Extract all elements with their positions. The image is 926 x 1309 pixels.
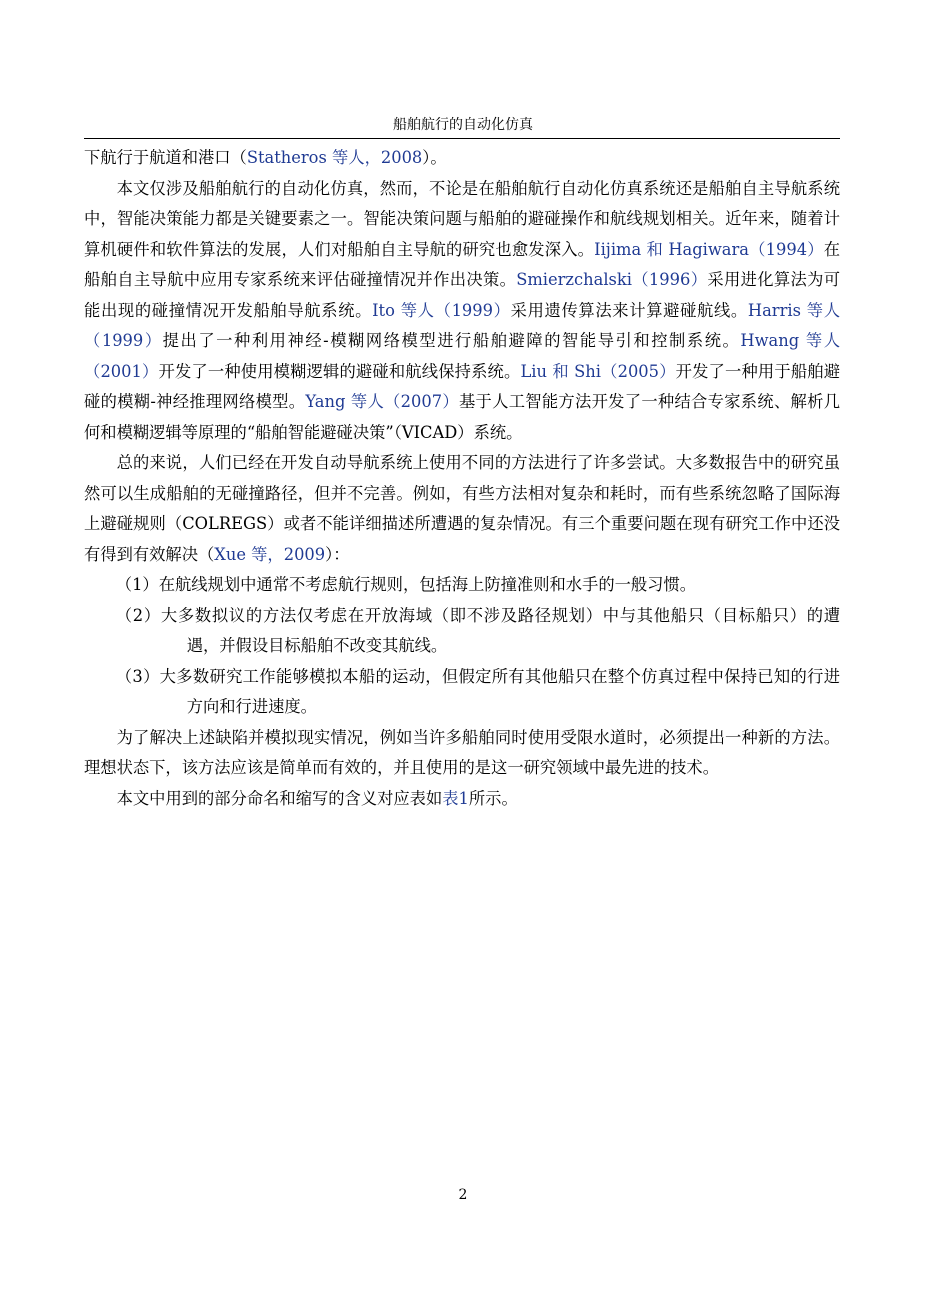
citation-link[interactable]: Hwang 等人（2001） [84, 331, 840, 381]
page-body [84, 143, 840, 814]
text-span: 采用进化算法为可能出现的碰撞情况开发船舶导航系统。 [84, 270, 840, 320]
text-span: 提出了一种利用神经-模糊网络模型进行船舶避障的智能导引和控制系统。 [162, 331, 741, 350]
text-span: 开发了一种用于船舶避碰的模糊-神经推理网络模型。 [84, 361, 841, 411]
list-item-2: （2）大多数拟议的方法仅考虑在开放海域（即不涉及路径规划）中与其他船只（目标船只）的遭遇，并假设目标船舶不改变其航线。 [115, 605, 840, 655]
citation-link[interactable]: Statheros 等人，2008 [246, 148, 423, 167]
text-span: 在船舶自主导航中应用专家系统来评估碰撞情况并作出决策。 [84, 239, 840, 289]
paragraph-1 [84, 143, 840, 174]
list-item-3: （3）大多数研究工作能够模拟本船的运动，但假定所有其他船只在整个仿真过程中保持已知的行进方向和行进速度。 [115, 666, 840, 716]
paragraph-4: 为了解决上述缺陷并模拟现实情况，例如当许多船舶同时使用受限水道时，必须提出一种新的方法。理想状态下，该方法应该是简单而有效的，并且使用的是这一研究领域中最先进的技术。 [84, 727, 840, 777]
citation-link[interactable]: Iijima 和 Hagiwara（1994） [594, 239, 824, 259]
running-header: 船舶航行的自动化仿真 [393, 117, 533, 133]
list-item-1: （1）在航线规划中通常不考虑航行规则，包括海上防撞准则和水手的一般习惯。 [115, 575, 697, 594]
page-number: 2 [458, 1187, 468, 1203]
text-span: 本文中用到的部分命名和缩写的含义对应表如 [116, 788, 443, 808]
text-span: 本文仅涉及船舶航行的自动化仿真，然而，不论是在船舶航行自动化仿真系统还是船舶自主导航系统中，智能决策能力都是关键要素之一。智能决策问题与船舶的避碰操作和航线规划相关。近年来，随着计算机硬件和软件算法的发展，人们对船舶自主导航的研究也愈发深入。 [84, 178, 840, 259]
text-span: ）。 [422, 148, 447, 167]
citation-link[interactable]: Ito 等人（1999） [372, 300, 511, 320]
text-span: 所示。 [468, 788, 518, 808]
paragraph-2 [84, 174, 840, 449]
citation-link[interactable]: Liu 和 Shi（2005） [520, 361, 676, 381]
citation-link[interactable]: Smierzchalski（1996） [516, 270, 708, 289]
header-rule [84, 138, 840, 139]
citation-link[interactable]: Harris 等人（1999） [84, 300, 840, 350]
paragraph-3 [84, 448, 840, 570]
text-span: ）： [325, 544, 350, 564]
text-span: 采用遗传算法来计算避碰航线。 [510, 300, 748, 320]
text-span: 开发了一种使用模糊逻辑的避碰和航线保持系统。 [158, 361, 521, 381]
text-span: 总的来说，人们已经在开发自动导航系统上使用不同的方法进行了许多尝试。大多数报告中的研究虽然可以生成船舶的无碰撞路径，但并不完善。例如，有些方法相对复杂和耗时，而有些系统忽略了国际海上避碰规则（COLREGS）或者不能详细描述所遭遇的复杂情况。有三个重要问题在现有研究工作中还没有得到有效解决（ [84, 453, 840, 564]
table-reference-link[interactable]: 表1 [442, 788, 469, 808]
paragraph-5 [84, 784, 840, 815]
citation-link[interactable]: Xue 等，2009 [214, 544, 326, 564]
text-span: 基于人工智能方法开发了一种结合专家系统、解析几何和模糊逻辑等原理的“船舶智能避碰决策”（VICAD）系统。 [84, 392, 840, 442]
citation-link[interactable]: Yang 等人（2007） [305, 392, 459, 411]
text-span: 下航行于航道和港口（ [84, 148, 247, 167]
